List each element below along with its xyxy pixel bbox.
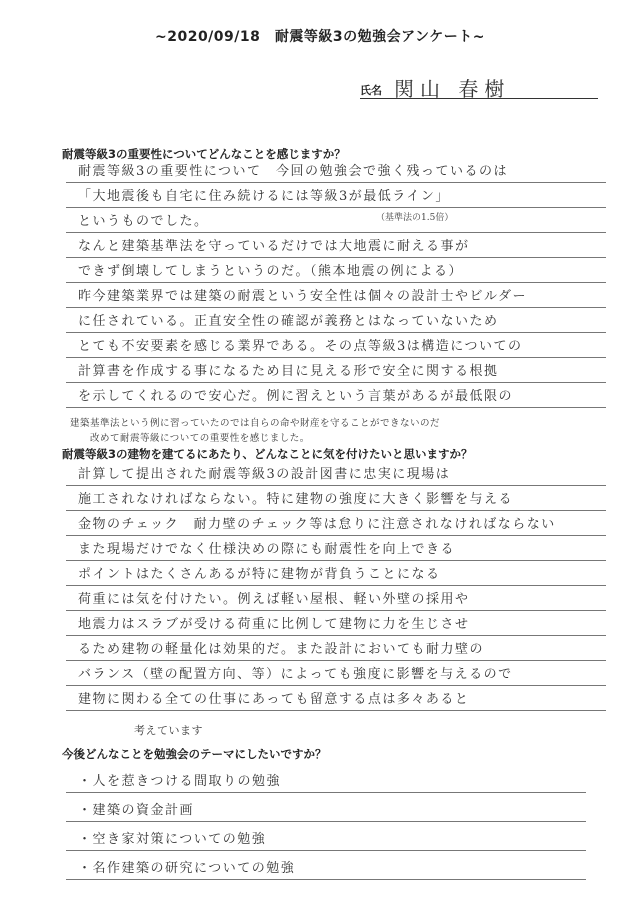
answer-3-line: ・建築の資金計画 <box>66 793 586 822</box>
answer-2-line: また現場だけでなく仕様決めの際にも耐震性を向上できる <box>66 536 606 561</box>
answer-1-line: 耐震等級3の重要性について 今回の勉強会で強く残っているのは <box>66 158 606 183</box>
answer-1-line: できず倒壊してしまうというのだ。（熊本地震の例による） <box>66 258 606 283</box>
answer-1-note: （基準法の1.5倍） <box>376 213 454 223</box>
answer-2-line: 金物のチェック 耐力壁のチェック等は怠りに注意されなければならない <box>66 511 606 536</box>
answer-1-line: に任されている。正直安全性の確認が義務とはなっていないため <box>66 308 606 333</box>
answer-1-line: 計算書を作成する事になるため目に見える形で安全に関する根拠 <box>66 358 606 383</box>
answer-3-line: ・空き家対策についての勉強 <box>66 822 586 851</box>
answer-2-line: 地震力はスラブが受ける荷重に比例して建物に力を生じさせ <box>66 611 606 636</box>
answer-1-line: なんと建築基準法を守っているだけでは大地震に耐える事が <box>66 233 606 258</box>
answer-1-extra-line: 改めて耐震等級についての重要性を感じました。 <box>90 433 310 444</box>
answer-2-line: バランス（壁の配置方向、等）によっても強度に影響を与えるので <box>66 661 606 686</box>
answer-2-line: るため建物の軽量化は効果的だ。また設計においても耐力壁の <box>66 636 606 661</box>
answer-3-line: ・人を惹きつける間取りの勉強 <box>66 764 586 793</box>
answer-2-line: ポイントはたくさんあるが特に建物が背負うことになる <box>66 561 606 586</box>
answer-1-line: というものでした。 <box>66 208 606 233</box>
name-field <box>360 76 598 99</box>
name-label: 氏名 <box>360 84 382 97</box>
page-title: ~2020/09/18 耐震等級3の勉強会アンケート~ <box>154 29 486 45</box>
question-1: 耐震等級3の重要性についてどんなことを感じますか？ <box>62 147 346 161</box>
answer-1-line: 「大地震後も自宅に住み続けるには等級3が最低ライン」 <box>66 183 606 208</box>
answer-3-line: ・名作建築の研究についての勉強 <box>66 851 586 880</box>
answer-1-line: を示してくれるので安心だ。例に習えという言葉があるが最低限の <box>66 383 606 408</box>
question-3: 今後どんなことを勉強会のテーマにしたいですか？ <box>62 747 327 761</box>
question-2: 耐震等級3の建物を建てるにあたり、どんなことに気を付けたいと思いますか？ <box>62 447 473 461</box>
name-value: 関山 春樹 <box>394 77 511 101</box>
answer-1-line: 昨今建築業界では建築の耐震という安全性は個々の設計士やビルダー <box>66 283 606 308</box>
answer-2-line: 建物に関わる全ての仕事にあっても留意する点は多々あると <box>66 686 606 711</box>
answer-2-line: 計算して提出された耐震等級3の設計図書に忠実に現場は <box>66 461 606 486</box>
answer-1-line: とても不安要素を感じる業界である。その点等級3は構造についての <box>66 333 606 358</box>
answer-2-lines <box>66 461 606 711</box>
answer-2-line: 荷重には気を付けたい。例えば軽い屋根、軽い外壁の採用や <box>66 586 606 611</box>
answer-1-lines <box>66 158 606 408</box>
answer-3-lines <box>66 764 586 880</box>
answer-1-extra-line: 建築基準法という例に習っていたのでは自らの命や財産を守ることができないのだ <box>70 418 441 429</box>
answer-2-extra-line: 考えています <box>134 724 203 737</box>
answer-2-line: 施工されなければならない。特に建物の強度に大きく影響を与える <box>66 486 606 511</box>
